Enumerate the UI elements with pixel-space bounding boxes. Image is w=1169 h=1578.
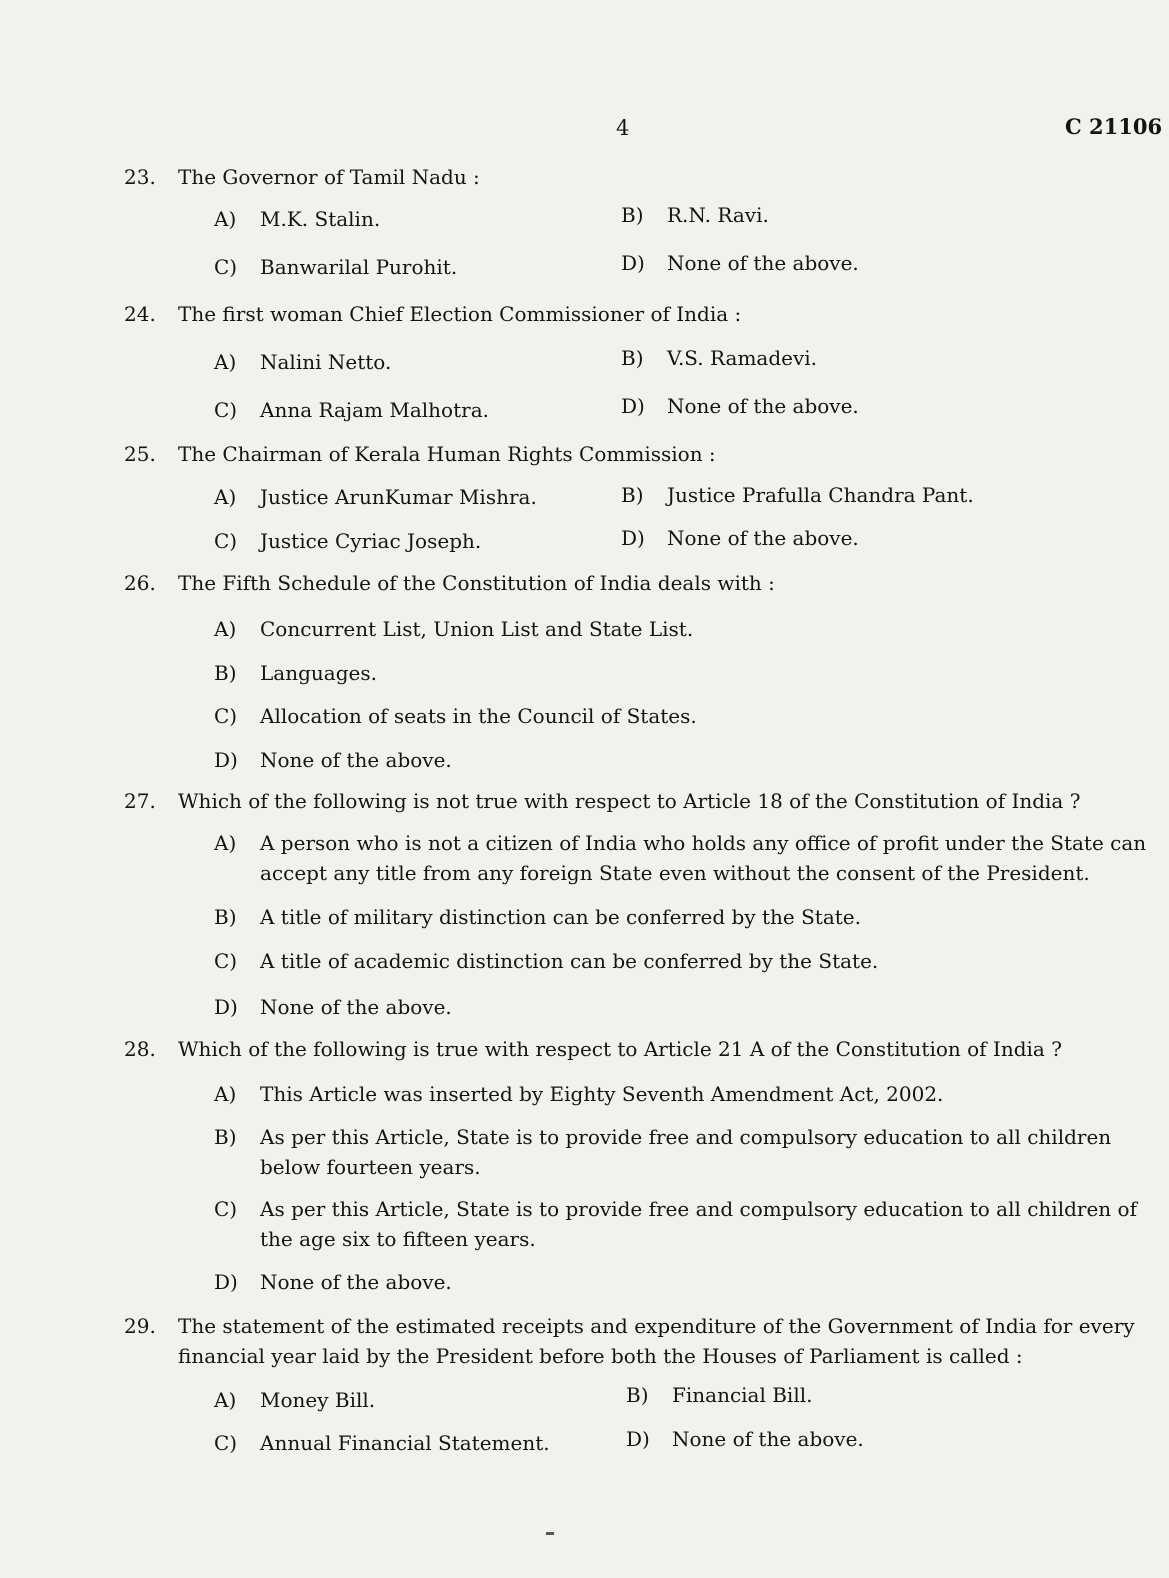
option-d: D) None of the above. [214, 995, 452, 1019]
option-b: B) Financial Bill. [626, 1383, 813, 1407]
option-a: A) Concurrent List, Union List and State List. [214, 617, 694, 641]
question-25 [124, 439, 1164, 469]
option-b: B) A title of military distinction can be conferred by the State. [214, 905, 861, 929]
option-a: A) This Article was inserted by Eighty Seventh Amendment Act, 2002. [214, 1082, 944, 1106]
question-stem: The first woman Chief Election Commissioner of India : [178, 302, 742, 326]
footer-mark [546, 1532, 554, 1535]
option-a: A) Money Bill. [214, 1388, 376, 1412]
question-number: 24. [124, 302, 156, 326]
question-stem: The Governor of Tamil Nadu : [178, 165, 480, 189]
option-c: C) Allocation of seats in the Council of States. [214, 704, 697, 728]
page-number: 4 [616, 116, 630, 140]
option-d: D) None of the above. [621, 394, 859, 418]
option-a: A) A person who is not a citizen of India who holds any office of profit under the State can accept any title from any foreign State even without the consent of the President. [214, 831, 1147, 885]
option-b: B) R.N. Ravi. [621, 203, 769, 227]
option-d: D) None of the above. [214, 748, 452, 772]
option-a: A) Nalini Netto. [214, 350, 392, 374]
question-stem: Which of the following is true with respect to Article 21 A of the Constitution of India ? [178, 1037, 1062, 1061]
question-stem: The Chairman of Kerala Human Rights Commission : [178, 442, 716, 466]
option-b: B) Languages. [214, 661, 377, 685]
question-stem: The Fifth Schedule of the Constitution of India deals with : [178, 571, 775, 595]
option-c: C) Annual Financial Statement. [214, 1431, 550, 1455]
question-29 [124, 1311, 1164, 1371]
question-23 [124, 162, 1164, 192]
question-number: 28. [124, 1037, 156, 1061]
option-d: D) None of the above. [626, 1427, 864, 1451]
option-b: B) V.S. Ramadevi. [621, 346, 818, 370]
option-a: A) M.K. Stalin. [214, 207, 381, 231]
option-b: B) Justice Prafulla Chandra Pant. [621, 483, 974, 507]
option-d: D) None of the above. [214, 1270, 452, 1294]
question-number: 25. [124, 442, 156, 466]
option-d: D) None of the above. [621, 251, 859, 275]
option-c: C) Justice Cyriac Joseph. [214, 529, 482, 553]
question-27 [124, 786, 1164, 816]
option-c: C) A title of academic distinction can be conferred by the State. [214, 949, 879, 973]
question-number: 29. [124, 1314, 156, 1338]
option-a: A) Justice ArunKumar Mishra. [214, 485, 537, 509]
option-c: C) Anna Rajam Malhotra. [214, 398, 489, 422]
question-number: 27. [124, 789, 156, 813]
question-24 [124, 299, 1164, 329]
option-d: D) None of the above. [621, 526, 859, 550]
option-c: C) As per this Article, State is to provide free and compulsory education to all children of the age six to fifteen years. [214, 1197, 1137, 1251]
question-26 [124, 568, 1164, 598]
question-number: 23. [124, 165, 156, 189]
paper-code: C 21106 [1065, 114, 1163, 139]
question-stem: Which of the following is not true with respect to Article 18 of the Constitution of India ? [178, 789, 1081, 813]
option-b: B) As per this Article, State is to provide free and compulsory education to all children below fourteen years. [214, 1125, 1112, 1179]
question-number: 26. [124, 571, 156, 595]
question-28 [124, 1034, 1164, 1064]
option-c: C) Banwarilal Purohit. [214, 255, 458, 279]
question-stem: The statement of the estimated receipts and expenditure of the Government of India for every financial year laid by the President before both the Houses of Parliament is called : [178, 1314, 1135, 1368]
